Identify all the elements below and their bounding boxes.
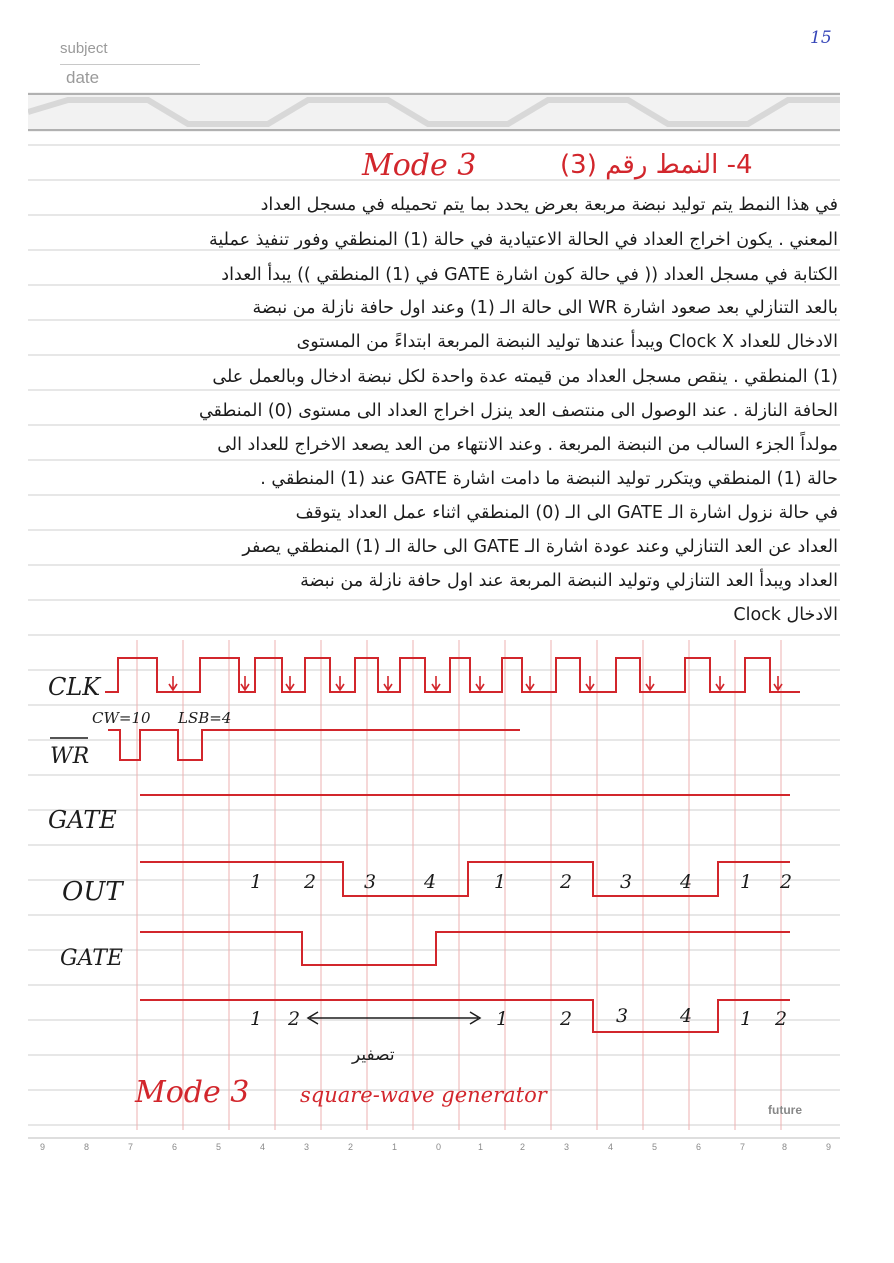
reset-count: 2: [560, 1008, 573, 1030]
body-line: الادخال Clock: [733, 605, 838, 625]
out2-waveform: [140, 1000, 790, 1032]
body-line: الادخال للعداد Clock X ويبدأ عندها توليد النبضة المربعة ابتداءً من المستوى: [296, 332, 838, 352]
body-line: العداد ويبدأ العد التنازلي وتوليد النبضة المربعة عند اول حافة نازلة من نبضة: [300, 571, 838, 591]
ruler-mark: 2: [520, 1142, 526, 1152]
caption-description: square-wave generator: [300, 1083, 547, 1107]
mode-title: Mode 3: [362, 148, 477, 183]
clk-waveform: [105, 658, 800, 692]
body-line: الكتابة في مسجل العداد (( في حالة كون اشارة GATE في (1) المنطقي )) يبدأ العداد: [221, 265, 838, 285]
ruler-mark: 5: [216, 1142, 222, 1152]
arabic-heading: 4- النمط رقم (3): [560, 150, 753, 180]
body-line: بالعد التنازلي بعد صعود اشارة WR الى حالة الـ (1) وعند اول حافة نازلة من نبضة: [252, 298, 838, 318]
wr-label: WR: [50, 744, 90, 769]
reset-count: 1: [740, 1008, 753, 1030]
ruler-mark: 6: [696, 1142, 702, 1152]
body-line: العداد عن العد التنازلي وعند عودة اشارة الـ GATE الى حالة الـ (1) المنطقي يصفر: [242, 537, 838, 557]
body-line: في هذا النمط يتم توليد نبضة مربعة بعرض يحدد بما يتم تحميله في مسجل العداد: [260, 195, 838, 215]
body-line: (1) المنطقي . ينقص مسجل العداد من قيمته عدة واحدة لكل نبضة ادخال وبالعمل على: [212, 367, 838, 387]
ruler-mark: 7: [740, 1142, 746, 1152]
reset-count: 3: [616, 1005, 629, 1027]
out-count: 4: [680, 871, 693, 893]
out-count: 3: [620, 871, 633, 893]
subject-label: subject: [60, 40, 108, 57]
out-label: OUT: [62, 877, 123, 907]
body-line: الحافة النازلة . عند الوصول الى منتصف العد ينزل اخراج العداد الى مستوى (0) المنطقي: [198, 401, 838, 421]
body-line: في حالة نزول اشارة الـ GATE الى الـ (0) المنطقي اثناء عمل العداد يتوقف: [295, 503, 838, 523]
ruler-mark: 5: [652, 1142, 658, 1152]
reset-count: 2: [775, 1008, 788, 1030]
body-line: مولداً الجزء السالب من النبضة المربعة . وعند الانتهاء من العد يصعد الاخراج للعداد الى: [217, 435, 838, 455]
ruler-mark: 8: [84, 1142, 90, 1152]
out-waveform: [140, 862, 793, 896]
reset-label: تصفير: [352, 1045, 395, 1065]
gate-label-2: GATE: [60, 946, 123, 971]
ruler-mark: 1: [478, 1142, 484, 1152]
reset-count: 1: [250, 1008, 263, 1030]
reset-count: 2: [288, 1008, 301, 1030]
ruler-mark: 3: [304, 1142, 310, 1152]
date-label: date: [66, 68, 100, 87]
reset-count: 4: [680, 1005, 693, 1027]
lsb-note: LSB=4: [178, 709, 232, 727]
out-count: 3: [364, 871, 377, 893]
gate-label: GATE: [48, 806, 117, 834]
ruler-mark: 9: [40, 1142, 46, 1152]
body-line: المعني . يكون اخراج العداد في الحالة الاعتيادية في حالة (1) المنطقي وفور تنفيذ عملية: [209, 230, 838, 250]
clk-label: CLK: [48, 673, 101, 701]
gate2-waveform: [140, 932, 790, 965]
body-line: حالة (1) المنطقي ويتكرر توليد النبضة ما دامت اشارة GATE عند (1) المنطقي .: [260, 469, 838, 489]
wr-waveform: [108, 730, 520, 760]
ruler-mark: 9: [826, 1142, 832, 1152]
ruler-mark: 6: [172, 1142, 178, 1152]
out-count: 2: [560, 871, 573, 893]
cw-note: CW=10: [92, 709, 151, 727]
ruler-mark: 0: [436, 1142, 442, 1152]
ruler-mark: 2: [348, 1142, 354, 1152]
page-number: 15: [810, 28, 832, 48]
out-count: 1: [250, 871, 263, 893]
ruler-mark: 1: [392, 1142, 398, 1152]
caption-mode: Mode 3: [135, 1075, 250, 1110]
brand-logo: future: [768, 1103, 802, 1117]
out-count: 1: [740, 871, 753, 893]
reset-count: 1: [496, 1008, 509, 1030]
out-count: 2: [304, 871, 317, 893]
ruler-mark: 4: [260, 1142, 266, 1152]
out-count: 2: [780, 871, 793, 893]
ruler-mark: 4: [608, 1142, 614, 1152]
reset-arrow: [308, 1012, 480, 1024]
ruler-mark: 3: [564, 1142, 570, 1152]
ruler-mark: 8: [782, 1142, 788, 1152]
out-count: 4: [424, 871, 437, 893]
ruler-mark: 7: [128, 1142, 134, 1152]
out-count: 1: [494, 871, 507, 893]
